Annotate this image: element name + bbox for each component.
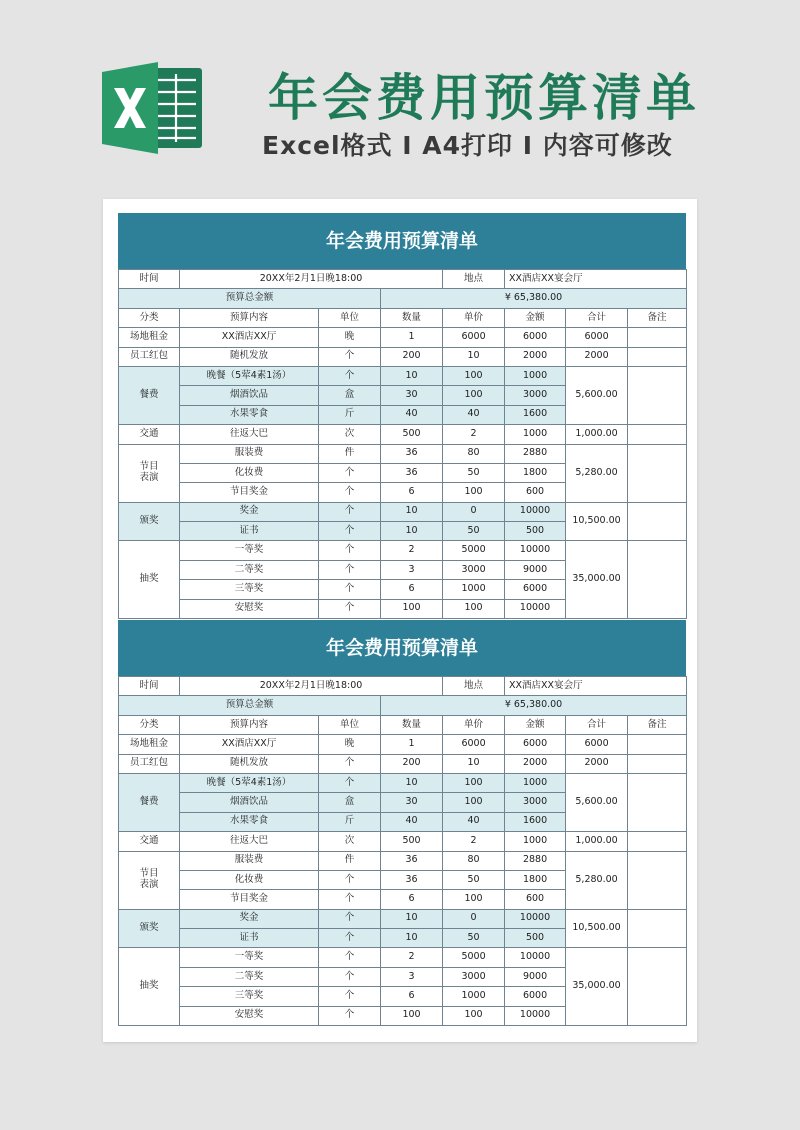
category-label: 员工红包 <box>129 757 168 769</box>
subtotal-cell: 6000 <box>566 328 628 347</box>
column-header: 金额 <box>505 308 566 327</box>
amount-cell: 6000 <box>505 580 566 599</box>
item-cell: 往返大巴 <box>180 832 319 851</box>
amount-cell: 9000 <box>505 560 566 579</box>
qty-cell: 1 <box>381 735 443 754</box>
table-row <box>119 366 687 385</box>
price-cell: 5000 <box>443 541 505 560</box>
amount-cell: 3000 <box>505 793 566 812</box>
item-cell: 服装费 <box>180 851 319 870</box>
total-label: 预算总金额 <box>119 696 381 715</box>
total-value: ¥ 65,380.00 <box>381 696 687 715</box>
category-label: 抽奖 <box>139 573 159 585</box>
remark-cell <box>628 948 687 1026</box>
qty-cell: 200 <box>381 347 443 366</box>
item-cell: 三等奖 <box>180 987 319 1006</box>
subtotal-cell: 1,000.00 <box>566 425 628 444</box>
column-header: 备注 <box>628 308 687 327</box>
amount-cell: 1000 <box>505 832 566 851</box>
subtotal-cell: 35,000.00 <box>566 948 628 1026</box>
amount-cell: 1000 <box>505 366 566 385</box>
subtotal-cell: 5,280.00 <box>566 444 628 502</box>
price-cell: 40 <box>443 812 505 831</box>
unit-cell: 晚 <box>319 328 381 347</box>
category-label: 场地租金 <box>129 330 168 342</box>
category-cell <box>119 444 180 502</box>
total-row <box>119 289 687 308</box>
unit-cell: 个 <box>319 580 381 599</box>
category-cell <box>119 425 180 444</box>
qty-cell: 2 <box>381 541 443 560</box>
column-header-row <box>119 715 687 734</box>
column-header: 单位 <box>319 308 381 327</box>
price-cell: 80 <box>443 444 505 463</box>
category-cell <box>119 754 180 773</box>
column-header: 单价 <box>443 715 505 734</box>
category-label: 场地租金 <box>129 737 168 749</box>
column-header: 单位 <box>319 715 381 734</box>
item-cell: 水果零食 <box>180 812 319 831</box>
price-cell: 40 <box>443 405 505 424</box>
remark-cell <box>628 502 687 541</box>
column-header: 分类 <box>119 715 180 734</box>
qty-cell: 6 <box>381 890 443 909</box>
price-cell: 50 <box>443 870 505 889</box>
budget-table <box>118 269 687 619</box>
amount-cell: 10000 <box>505 541 566 560</box>
price-cell: 0 <box>443 909 505 928</box>
price-cell: 10 <box>443 347 505 366</box>
price-cell: 100 <box>443 793 505 812</box>
amount-cell: 6000 <box>505 987 566 1006</box>
amount-cell: 10000 <box>505 1006 566 1025</box>
qty-cell: 6 <box>381 483 443 502</box>
spreadsheet-paper <box>103 199 697 1042</box>
remark-cell <box>628 773 687 831</box>
price-cell: 100 <box>443 890 505 909</box>
category-label: 餐费 <box>139 389 159 401</box>
qty-cell: 36 <box>381 463 443 482</box>
page-subtitle: Excel格式 I A4打印 I 内容可修改 <box>262 131 673 160</box>
price-cell: 0 <box>443 502 505 521</box>
item-cell: 服装费 <box>180 444 319 463</box>
price-cell: 2 <box>443 832 505 851</box>
page-header <box>0 0 800 190</box>
amount-cell: 3000 <box>505 386 566 405</box>
price-cell: 2 <box>443 425 505 444</box>
qty-cell: 2 <box>381 948 443 967</box>
remark-cell <box>628 425 687 444</box>
sheet-banner-title: 年会费用预算清单 <box>118 213 686 269</box>
unit-cell: 个 <box>319 773 381 792</box>
unit-cell: 晚 <box>319 735 381 754</box>
amount-cell: 1600 <box>505 812 566 831</box>
price-cell: 50 <box>443 522 505 541</box>
item-cell: 化妆费 <box>180 463 319 482</box>
unit-cell: 个 <box>319 1006 381 1025</box>
price-cell: 80 <box>443 851 505 870</box>
qty-cell: 36 <box>381 851 443 870</box>
table-row <box>119 851 687 870</box>
amount-cell: 500 <box>505 522 566 541</box>
price-cell: 100 <box>443 773 505 792</box>
column-header: 备注 <box>628 715 687 734</box>
price-cell: 50 <box>443 463 505 482</box>
category-cell <box>119 541 180 619</box>
category-label: 交通 <box>139 427 159 439</box>
table-row <box>119 909 687 928</box>
unit-cell: 个 <box>319 347 381 366</box>
item-cell: 烟酒饮品 <box>180 793 319 812</box>
qty-cell: 200 <box>381 754 443 773</box>
category-cell <box>119 735 180 754</box>
sheet-banner-title: 年会费用预算清单 <box>118 620 686 676</box>
qty-cell: 1 <box>381 328 443 347</box>
price-cell: 1000 <box>443 580 505 599</box>
category-label: 颁奖 <box>139 515 159 527</box>
table-row <box>119 832 687 851</box>
amount-cell: 6000 <box>505 328 566 347</box>
unit-cell: 次 <box>319 832 381 851</box>
remark-cell <box>628 735 687 754</box>
price-cell: 100 <box>443 1006 505 1025</box>
item-cell: 一等奖 <box>180 948 319 967</box>
column-header: 合计 <box>566 715 628 734</box>
item-cell: 证书 <box>180 929 319 948</box>
price-cell: 50 <box>443 929 505 948</box>
price-cell: 10 <box>443 754 505 773</box>
remark-cell <box>628 909 687 948</box>
qty-cell: 10 <box>381 773 443 792</box>
item-cell: 晚餐（5荤4素1汤） <box>180 366 319 385</box>
subtotal-cell: 35,000.00 <box>566 541 628 619</box>
total-value: ¥ 65,380.00 <box>381 289 687 308</box>
category-label: 颁奖 <box>139 922 159 934</box>
table-row <box>119 444 687 463</box>
column-header: 数量 <box>381 715 443 734</box>
unit-cell: 个 <box>319 890 381 909</box>
qty-cell: 30 <box>381 386 443 405</box>
column-header: 分类 <box>119 308 180 327</box>
remark-cell <box>628 328 687 347</box>
unit-cell: 个 <box>319 522 381 541</box>
item-cell: 节目奖金 <box>180 483 319 502</box>
item-cell: 奖金 <box>180 502 319 521</box>
qty-cell: 10 <box>381 502 443 521</box>
remark-cell <box>628 832 687 851</box>
remark-cell <box>628 444 687 502</box>
amount-cell: 9000 <box>505 967 566 986</box>
qty-cell: 40 <box>381 812 443 831</box>
time-label: 时间 <box>119 677 180 696</box>
amount-cell: 600 <box>505 890 566 909</box>
unit-cell: 个 <box>319 366 381 385</box>
category-label: 抽奖 <box>139 980 159 992</box>
info-row <box>119 270 687 289</box>
table-row <box>119 425 687 444</box>
subtotal-cell: 2000 <box>566 347 628 366</box>
price-cell: 3000 <box>443 560 505 579</box>
item-cell: 二等奖 <box>180 560 319 579</box>
price-cell: 100 <box>443 366 505 385</box>
price-cell: 3000 <box>443 967 505 986</box>
info-row <box>119 677 687 696</box>
remark-cell <box>628 754 687 773</box>
category-cell <box>119 948 180 1026</box>
unit-cell: 盒 <box>319 793 381 812</box>
qty-cell: 500 <box>381 425 443 444</box>
table-row <box>119 773 687 792</box>
item-cell: 随机发放 <box>180 347 319 366</box>
price-cell: 100 <box>443 599 505 618</box>
qty-cell: 10 <box>381 366 443 385</box>
item-cell: 晚餐（5荤4素1汤） <box>180 773 319 792</box>
qty-cell: 6 <box>381 580 443 599</box>
place-label: 地点 <box>443 270 505 289</box>
qty-cell: 500 <box>381 832 443 851</box>
remark-cell <box>628 366 687 424</box>
qty-cell: 100 <box>381 599 443 618</box>
unit-cell: 个 <box>319 967 381 986</box>
item-cell: 化妆费 <box>180 870 319 889</box>
price-cell: 100 <box>443 386 505 405</box>
unit-cell: 个 <box>319 948 381 967</box>
unit-cell: 个 <box>319 502 381 521</box>
amount-cell: 10000 <box>505 502 566 521</box>
item-cell: 烟酒饮品 <box>180 386 319 405</box>
qty-cell: 40 <box>381 405 443 424</box>
category-label: 员工红包 <box>129 350 168 362</box>
category-cell <box>119 347 180 366</box>
item-cell: 节目奖金 <box>180 890 319 909</box>
unit-cell: 个 <box>319 909 381 928</box>
price-cell: 100 <box>443 483 505 502</box>
amount-cell: 1800 <box>505 870 566 889</box>
subtotal-cell: 6000 <box>566 735 628 754</box>
category-cell <box>119 366 180 424</box>
time-label: 时间 <box>119 270 180 289</box>
subtotal-cell: 10,500.00 <box>566 502 628 541</box>
item-cell: 一等奖 <box>180 541 319 560</box>
subtotal-cell: 10,500.00 <box>566 909 628 948</box>
qty-cell: 36 <box>381 444 443 463</box>
qty-cell: 100 <box>381 1006 443 1025</box>
qty-cell: 10 <box>381 929 443 948</box>
unit-cell: 斤 <box>319 405 381 424</box>
price-cell: 6000 <box>443 735 505 754</box>
budget-table <box>118 676 687 1026</box>
time-value: 20XX年2月1日晚18:00 <box>180 677 443 696</box>
column-header: 合计 <box>566 308 628 327</box>
category-cell <box>119 502 180 541</box>
qty-cell: 10 <box>381 909 443 928</box>
subtotal-cell: 5,280.00 <box>566 851 628 909</box>
table-row <box>119 948 687 967</box>
category-label: 节目 表演 <box>139 461 159 484</box>
budget-sheet-2 <box>118 620 686 1026</box>
amount-cell: 6000 <box>505 735 566 754</box>
unit-cell: 个 <box>319 754 381 773</box>
category-cell <box>119 851 180 909</box>
item-cell: 往返大巴 <box>180 425 319 444</box>
amount-cell: 1000 <box>505 425 566 444</box>
item-cell: XX酒店XX厅 <box>180 328 319 347</box>
budget-sheet-1 <box>118 213 686 619</box>
item-cell: 奖金 <box>180 909 319 928</box>
category-label: 餐费 <box>139 796 159 808</box>
category-label: 交通 <box>139 834 159 846</box>
amount-cell: 10000 <box>505 948 566 967</box>
unit-cell: 次 <box>319 425 381 444</box>
item-cell: XX酒店XX厅 <box>180 735 319 754</box>
subtotal-cell: 2000 <box>566 754 628 773</box>
amount-cell: 1000 <box>505 773 566 792</box>
price-cell: 1000 <box>443 987 505 1006</box>
column-header: 预算内容 <box>180 715 319 734</box>
item-cell: 二等奖 <box>180 967 319 986</box>
item-cell: 水果零食 <box>180 405 319 424</box>
column-header: 金额 <box>505 715 566 734</box>
unit-cell: 盒 <box>319 386 381 405</box>
qty-cell: 10 <box>381 522 443 541</box>
unit-cell: 件 <box>319 851 381 870</box>
amount-cell: 2000 <box>505 347 566 366</box>
amount-cell: 500 <box>505 929 566 948</box>
item-cell: 安慰奖 <box>180 1006 319 1025</box>
unit-cell: 个 <box>319 599 381 618</box>
item-cell: 三等奖 <box>180 580 319 599</box>
amount-cell: 10000 <box>505 909 566 928</box>
remark-cell <box>628 851 687 909</box>
amount-cell: 2000 <box>505 754 566 773</box>
amount-cell: 2880 <box>505 851 566 870</box>
column-header: 单价 <box>443 308 505 327</box>
remark-cell <box>628 347 687 366</box>
amount-cell: 1600 <box>505 405 566 424</box>
table-row <box>119 754 687 773</box>
unit-cell: 个 <box>319 929 381 948</box>
column-header: 数量 <box>381 308 443 327</box>
unit-cell: 个 <box>319 560 381 579</box>
subtotal-cell: 1,000.00 <box>566 832 628 851</box>
item-cell: 证书 <box>180 522 319 541</box>
column-header-row <box>119 308 687 327</box>
amount-cell: 1800 <box>505 463 566 482</box>
price-cell: 6000 <box>443 328 505 347</box>
amount-cell: 600 <box>505 483 566 502</box>
price-cell: 5000 <box>443 948 505 967</box>
time-value: 20XX年2月1日晚18:00 <box>180 270 443 289</box>
qty-cell: 3 <box>381 560 443 579</box>
table-row <box>119 347 687 366</box>
place-label: 地点 <box>443 677 505 696</box>
category-cell <box>119 832 180 851</box>
place-value: XX酒店XX宴会厅 <box>505 677 687 696</box>
unit-cell: 斤 <box>319 812 381 831</box>
table-row <box>119 735 687 754</box>
qty-cell: 30 <box>381 793 443 812</box>
unit-cell: 件 <box>319 444 381 463</box>
subtotal-cell: 5,600.00 <box>566 366 628 424</box>
item-cell: 安慰奖 <box>180 599 319 618</box>
subtotal-cell: 5,600.00 <box>566 773 628 831</box>
unit-cell: 个 <box>319 483 381 502</box>
unit-cell: 个 <box>319 463 381 482</box>
column-header: 预算内容 <box>180 308 319 327</box>
place-value: XX酒店XX宴会厅 <box>505 270 687 289</box>
page-title: 年会费用预算清单 <box>268 69 700 127</box>
category-cell <box>119 773 180 831</box>
excel-logo-icon <box>100 58 205 158</box>
qty-cell: 6 <box>381 987 443 1006</box>
qty-cell: 3 <box>381 967 443 986</box>
table-row <box>119 328 687 347</box>
remark-cell <box>628 541 687 619</box>
table-row <box>119 541 687 560</box>
amount-cell: 10000 <box>505 599 566 618</box>
table-row <box>119 502 687 521</box>
total-label: 预算总金额 <box>119 289 381 308</box>
category-label: 节目 表演 <box>139 868 159 891</box>
category-cell <box>119 909 180 948</box>
category-cell <box>119 328 180 347</box>
amount-cell: 2880 <box>505 444 566 463</box>
qty-cell: 36 <box>381 870 443 889</box>
item-cell: 随机发放 <box>180 754 319 773</box>
total-row <box>119 696 687 715</box>
unit-cell: 个 <box>319 870 381 889</box>
unit-cell: 个 <box>319 541 381 560</box>
unit-cell: 个 <box>319 987 381 1006</box>
